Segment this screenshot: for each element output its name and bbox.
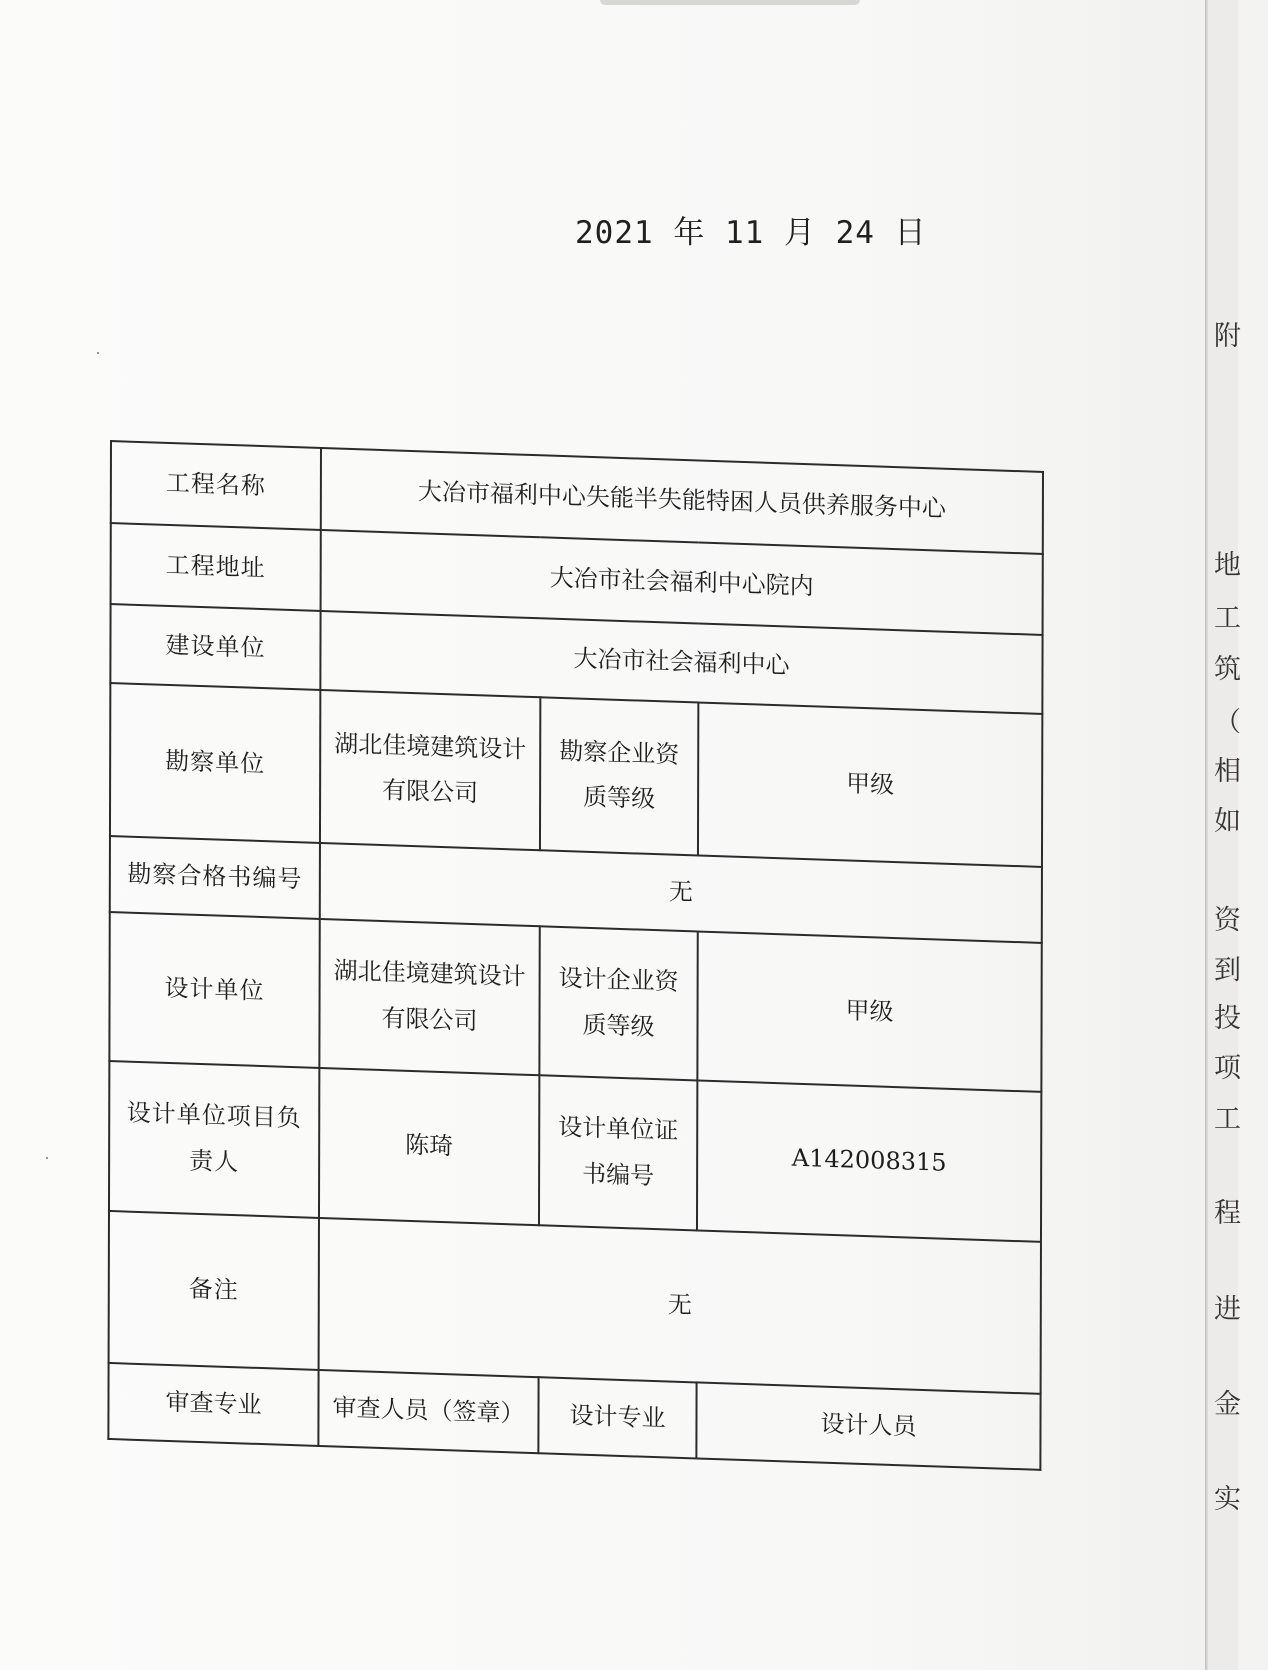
survey-company-cell [320, 690, 540, 850]
page-top-shadow [600, 0, 860, 5]
design-company-line1: 湖北佳境建筑设计 [333, 956, 526, 991]
project-info-form [107, 440, 1050, 1481]
survey-company-line2: 有限公司 [382, 776, 479, 808]
design-specialty-cell: 设计专业 [538, 1377, 696, 1459]
row-remarks [109, 1211, 1041, 1394]
adjacent-page [1208, 0, 1241, 1670]
design-company-cell [319, 919, 539, 1075]
row-survey-unit [110, 683, 1042, 867]
survey-qual-label-line1: 勘察企业资 [559, 736, 680, 769]
survey-qual-value: 甲级 [698, 702, 1042, 866]
design-lead-label-line2: 责人 [189, 1146, 240, 1177]
adjacent-char: 如 [1214, 806, 1241, 837]
design-cert-label-line2: 书编号 [582, 1159, 655, 1190]
review-specialty-cell: 审查专业 [108, 1362, 318, 1445]
design-lead-name: 陈琦 [319, 1068, 539, 1225]
adjacent-char: 筑 [1214, 654, 1241, 685]
design-lead-label-line1: 设计单位项目负 [126, 1098, 302, 1133]
adjacent-char: （ [1214, 707, 1241, 738]
document-date: 2021 年 11 月 24 日 [575, 215, 927, 251]
design-unit-label: 设计单位 [109, 912, 319, 1068]
adjacent-char: 金 [1214, 1389, 1241, 1420]
design-cert-label-line1: 设计单位证 [558, 1113, 679, 1146]
adjacent-char: 附 [1214, 321, 1241, 352]
remarks-label: 备注 [109, 1211, 319, 1370]
design-lead-label-cell [109, 1061, 319, 1218]
adjacent-char: 程 [1214, 1198, 1241, 1229]
adjacent-char: 地 [1214, 550, 1241, 581]
survey-unit-label: 勘察单位 [110, 683, 320, 843]
design-cert-label-cell [539, 1075, 697, 1230]
remarks-value: 无 [319, 1218, 1041, 1394]
adjacent-char: 项 [1214, 1053, 1241, 1084]
adjacent-char: 投 [1214, 1003, 1241, 1034]
project-address-value: 大冶市社会福利中心院内 [321, 530, 1043, 636]
adjacent-char: 进 [1214, 1294, 1241, 1325]
designer-cell: 设计人员 [696, 1382, 1040, 1470]
design-qual-label-line1: 设计企业资 [558, 963, 679, 996]
project-name-value: 大冶市福利中心失能半失能特困人员供养服务中心 [321, 448, 1043, 554]
adjacent-char: 工 [1214, 603, 1241, 634]
project-address-label: 工程地址 [111, 523, 321, 612]
project-info-table [107, 440, 1044, 1471]
adjacent-char: 工 [1214, 1104, 1241, 1135]
survey-qual-label-line2: 质等级 [583, 783, 656, 814]
project-name-label: 工程名称 [111, 441, 321, 530]
speck [97, 352, 99, 354]
design-cert-value: A142008315 [697, 1080, 1041, 1241]
construction-unit-value: 大冶市社会福利中心 [320, 611, 1042, 713]
speck [46, 1157, 48, 1159]
design-qual-label-line2: 质等级 [582, 1010, 655, 1041]
adjacent-char: 资 [1214, 905, 1241, 936]
adjacent-char: 相 [1214, 756, 1241, 787]
survey-cert-label: 勘察合格书编号 [110, 836, 320, 919]
adjacent-page-text [1208, 0, 1268, 1670]
survey-qual-label-cell [540, 697, 698, 855]
adjacent-char: 到 [1214, 955, 1241, 986]
design-qual-value: 甲级 [697, 932, 1041, 1092]
design-qual-label-cell [539, 926, 697, 1080]
survey-company-line1: 湖北佳境建筑设计 [334, 729, 527, 764]
survey-cert-value: 无 [320, 843, 1042, 943]
adjacent-char: 实 [1214, 1484, 1241, 1515]
reviewer-signature-cell: 审查人员（签章） [318, 1369, 538, 1453]
construction-unit-label: 建设单位 [110, 604, 320, 689]
design-company-line2: 有限公司 [381, 1003, 478, 1035]
